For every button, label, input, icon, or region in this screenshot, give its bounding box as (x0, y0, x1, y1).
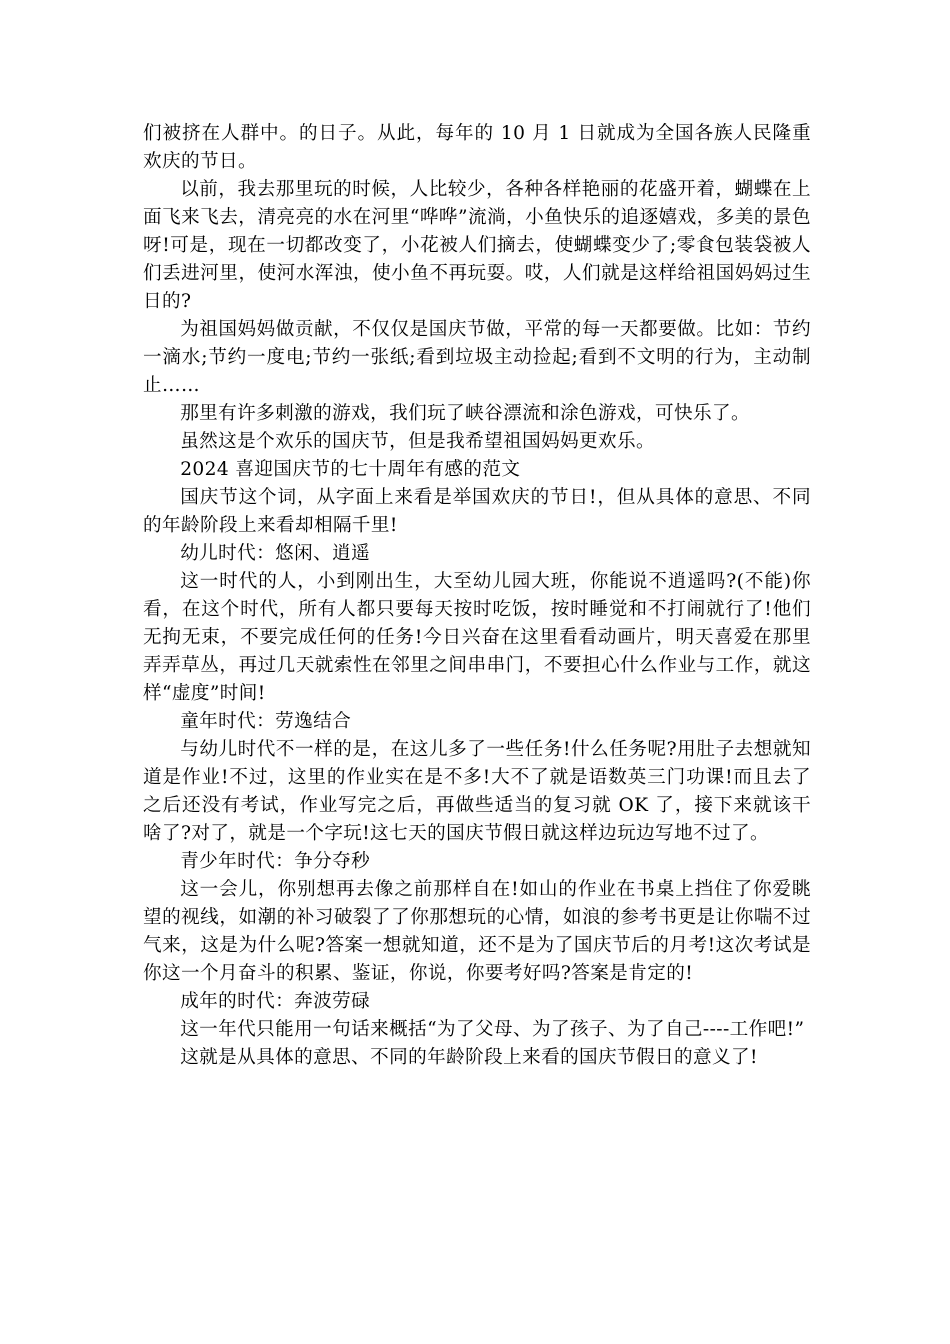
article-title: 2024 喜迎国庆节的七十周年有感的范文 (180, 459, 521, 480)
section-heading: 幼儿时代：悠闲、逍遥 (180, 543, 371, 564)
paragraph: 这就是从具体的意思、不同的年龄阶段上来看的国庆节假日的意义了! (180, 1047, 758, 1068)
paragraph: 这一年代只能用一句话来概括“为了父母、为了孩子、为了自己----工作吧!” (180, 1019, 805, 1040)
paragraph: 那里有许多刺激的游戏，我们玩了峡谷漂流和涂色游戏，可快乐了。 (180, 403, 751, 424)
paragraph: 为祖国妈妈做贡献，不仅仅是国庆节做，平常的每一天都要做。比如：节约一滴水;节约一度电;节约一张纸;看到垃圾主动捡起;看到不文明的行为，主动制止…… (143, 319, 811, 396)
paragraph: 虽然这是个欢乐的国庆节，但是我希望祖国妈妈更欢乐。 (180, 431, 656, 452)
paragraph: 这一会儿，你别想再去像之前那样自在!如山的作业在书桌上挡住了你爱眺望的视线，如潮的补习破裂了了你那想玩的心情，如浪的参考书更是让你喘不过气来，这是为什么呢?答案一想就知道，还不是为了国庆节后的月考!这次考试是你这一个月奋斗的积累、鉴证，你说，你要考好吗?答案是肯定的! (143, 879, 811, 984)
paragraph: 们被挤在人群中。的日子。从此，每年的 10 月 1 日就成为全国各族人民隆重欢庆的节日。 (143, 123, 811, 172)
section-heading: 童年时代：劳逸结合 (180, 711, 352, 732)
paragraph: 与幼儿时代不一样的是，在这儿多了一些任务!什么任务呢?用肚子去想就知道是作业!不过，这里的作业实在是不多!大不了就是语数英三门功课!而且去了之后还没有考试，作业写完之后，再做些适当的复习就 OK 了，接下来就该干啥了?对了，就是一个字玩!这七天的国庆节假日就这样边玩边写地不过了。 (143, 739, 811, 844)
section-heading: 青少年时代：争分夺秒 (180, 851, 371, 872)
paragraph: 以前，我去那里玩的时候，人比较少，各种各样艳丽的花盛开着，蝴蝶在上面飞来飞去，清亮亮的水在河里“哗哗”流淌，小鱼快乐的追逐嬉戏，多美的景色呀!可是，现在一切都改变了，小花被人们摘去，使蝴蝶变少了;零食包装袋被人们丢进河里，使河水浑浊，使小鱼不再玩耍。哎，人们就是这样给祖国妈妈过生日的? (143, 179, 811, 312)
paragraph: 这一时代的人，小到刚出生，大至幼儿园大班，你能说不逍遥吗?(不能)你看，在这个时代，所有人都只要每天按时吃饭，按时睡觉和不打闹就行了!他们无拘无束，不要完成任何的任务!今日兴奋在这里看看动画片，明天喜爱在那里弄弄草丛，再过几天就索性在邻里之间串串门，不要担心什么作业与工作，就这样“虚度”时间! (143, 571, 811, 704)
section-heading: 成年的时代：奔波劳碌 (180, 991, 371, 1012)
paragraph: 国庆节这个词，从字面上来看是举国欢庆的节日!，但从具体的意思、不同的年龄阶段上来看却相隔千里! (143, 487, 811, 536)
document-page (143, 120, 811, 1072)
